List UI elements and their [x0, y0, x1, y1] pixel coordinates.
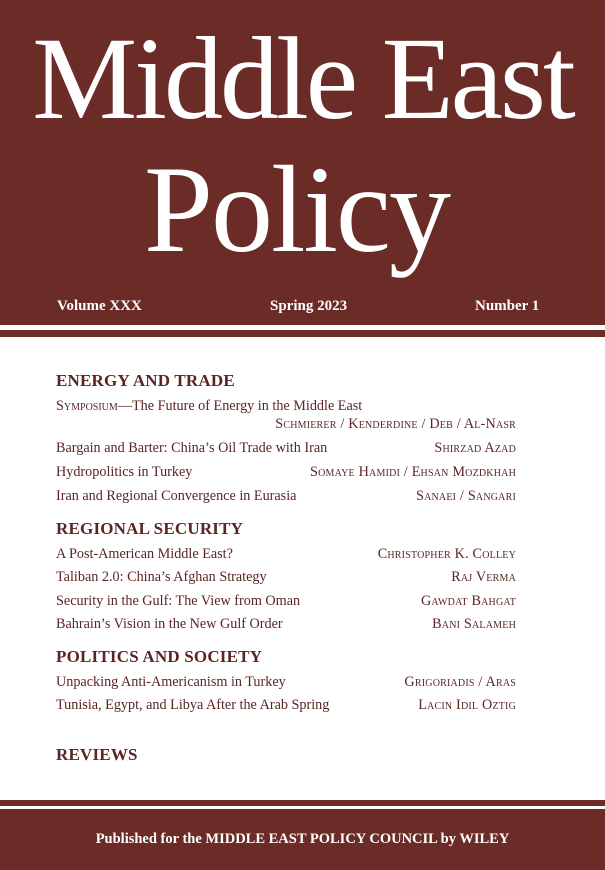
symposium-authors: Schmierer / Kenderdine / Deb / Al-Nasr — [275, 416, 516, 432]
section-heading-energy: ENERGY AND TRADE — [56, 371, 235, 390]
toc-item — [56, 592, 516, 610]
toc-item-title: Bargain and Barter: China’s Oil Trade with Iran — [56, 440, 328, 456]
toc-item — [56, 545, 516, 563]
toc-item-title: Hydropolitics in Turkey — [56, 464, 193, 480]
toc-item-author: Grigoriadis / Aras — [404, 674, 516, 690]
toc-item-title: A Post-American Middle East? — [56, 546, 233, 562]
toc-item-author: Lacin Idil Oztig — [418, 697, 516, 713]
toc-item — [56, 463, 516, 481]
toc-item-title: Iran and Regional Convergence in Eurasia — [56, 488, 297, 504]
toc-item-author: Raj Verma — [451, 569, 516, 585]
toc-item — [56, 487, 516, 505]
toc-item-title: Bahrain’s Vision in the New Gulf Order — [56, 616, 283, 632]
issue-season: Spring 2023 — [270, 298, 348, 314]
toc-item — [56, 439, 516, 457]
journal-title-line-2: Policy — [144, 141, 449, 278]
publisher-statement: Published for the MIDDLE EAST POLICY COUNCIL by WILEY — [95, 831, 510, 847]
journal-title-line-1: Middle East — [32, 13, 573, 144]
issue-number: Number 1 — [475, 298, 540, 314]
issue-volume: Volume XXX — [57, 298, 142, 314]
publisher-footer — [0, 809, 605, 870]
toc-item — [56, 615, 516, 633]
toc-item-author: Somaye Hamidi / Ehsan Mozdkhah — [310, 464, 516, 480]
toc-item-title: Tunisia, Egypt, and Libya After the Arab Spring — [56, 697, 330, 713]
section-heading-security: REGIONAL SECURITY — [56, 519, 244, 538]
toc-item-title: Unpacking Anti-Americanism in Turkey — [56, 674, 286, 690]
toc-item-author: Gawdat Bahgat — [420, 593, 516, 609]
masthead — [0, 0, 605, 325]
top-divider-rule — [0, 330, 605, 337]
symposium-subtitle: —The Future of Energy in the Middle East — [117, 398, 363, 414]
section-heading-reviews: REVIEWS — [56, 745, 138, 764]
toc-item-author: Sanaei / Sangari — [415, 488, 516, 504]
toc-item — [56, 696, 516, 714]
bottom-divider-rule — [0, 800, 605, 806]
toc-item — [56, 568, 516, 586]
toc-item-title: Security in the Gulf: The View from Oman — [56, 593, 301, 609]
toc-item-author: Christopher K. Colley — [377, 546, 516, 562]
symposium-title — [56, 398, 362, 415]
toc-item-author: Bani Salameh — [432, 616, 516, 632]
toc-item — [56, 673, 516, 691]
toc-item-author: Shirzad Azad — [434, 440, 516, 456]
section-heading-politics: POLITICS AND SOCIETY — [56, 647, 263, 666]
toc-item-title: Taliban 2.0: China’s Afghan Strategy — [56, 569, 267, 585]
symposium-label: Symposium — [56, 398, 118, 414]
